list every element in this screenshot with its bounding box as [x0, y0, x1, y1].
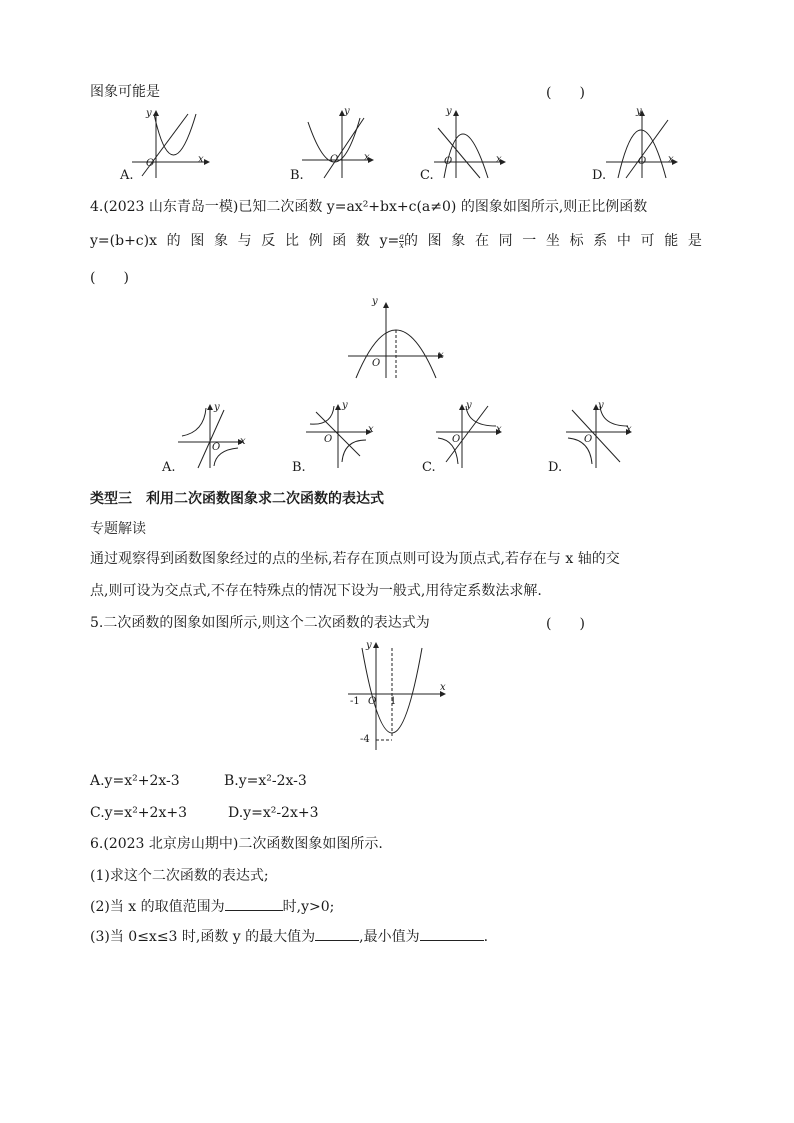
frac-den: x: [399, 240, 404, 250]
q4-d-o: O: [584, 434, 593, 445]
q3-option-c: C.: [420, 168, 434, 183]
q4-line2-word: 系: [593, 233, 608, 249]
q4-b-x: x: [368, 424, 374, 435]
q4-main-graph: [346, 294, 446, 380]
q6-blank-min[interactable]: [420, 926, 484, 941]
q3-b-x: x: [364, 152, 370, 163]
q3-d-o: O: [638, 156, 647, 167]
q4-option-b: B.: [292, 460, 306, 475]
q4-line2-word: 象: [451, 233, 466, 249]
q5-answer-paren: ( ): [546, 616, 585, 632]
q3-graph-b: [302, 108, 382, 180]
q5-y-label: y: [366, 640, 372, 651]
q4-main-x: x: [438, 350, 444, 361]
q4-line2-word: 图: [427, 233, 442, 249]
q4-line2-word: 是: [687, 233, 702, 249]
q5-neg4-label: -4: [360, 734, 370, 745]
q3-option-a: A.: [120, 168, 134, 183]
section-title: 类型三 利用二次函数图象求二次函数的表达式: [90, 491, 384, 507]
q3-graph-c: [434, 108, 514, 180]
q3-c-x: x: [496, 154, 502, 165]
q3-d-x: x: [668, 154, 674, 165]
q5-text: 5.二次函数的图象如图所示,则这个二次函数的表达式为: [90, 615, 430, 631]
q3-d-y: y: [636, 106, 642, 117]
q4-c-x: x: [496, 424, 502, 435]
q5-option-c[interactable]: C.y=x²+2x+3: [90, 805, 187, 821]
q4-inverse-function: y= $\frac{a}{x}$ 的: [379, 231, 418, 250]
q3-a-o: O: [146, 158, 155, 169]
q4-line2-word: 可: [640, 233, 655, 249]
q4-line2-word: 图: [190, 233, 205, 249]
q4-b-y: y: [342, 400, 348, 411]
q4-graph-a: [178, 402, 248, 470]
q4-a-y: y: [214, 402, 220, 413]
q3-option-d: D.: [592, 168, 607, 183]
q4-d-x: x: [626, 424, 632, 435]
q4-line2-word: 坐: [545, 233, 560, 249]
q4-line2-word: y=(b+c)x: [90, 233, 157, 249]
frac-num: a: [399, 231, 404, 241]
q4-option-c: C.: [422, 460, 436, 475]
q6-text: 6.(2023 北京房山期中)二次函数图象如图所示.: [90, 836, 383, 852]
q4-option-a: A.: [162, 460, 176, 475]
q4-line2-word: 反: [261, 233, 276, 249]
q4-line2-word: 比: [284, 233, 299, 249]
q4-graph-c: [436, 402, 506, 470]
q4-line2-word: 与: [237, 233, 252, 249]
q4-line2-word: 象: [213, 233, 228, 249]
q3-a-x: x: [198, 154, 204, 165]
q3-tail-text: 图象可能是: [90, 84, 160, 100]
q3-c-o: O: [444, 156, 453, 167]
q3-option-b: B.: [290, 168, 304, 183]
q3-graph-d: [606, 108, 686, 180]
q4-line2-word: 标: [569, 233, 584, 249]
q4-line2-word: 中: [616, 233, 631, 249]
q3-b-o: O: [330, 154, 339, 165]
q6-blank-max[interactable]: [315, 926, 359, 941]
q3-b-y: y: [344, 106, 350, 117]
section-desc-2: 点,则可设为交点式,不存在特殊点的情况下设为一般式,用待定系数法求解.: [90, 583, 542, 599]
q4-b-o: O: [324, 434, 333, 445]
q4-main-y: y: [372, 296, 378, 307]
q4-line2-word: 例: [308, 233, 323, 249]
q4-c-y: y: [466, 400, 472, 411]
q4-line2-word: 在: [474, 233, 489, 249]
q5-neg1-label: -1: [350, 696, 360, 707]
q4-answer-paren: ( ): [90, 270, 129, 286]
q4-a-o: O: [212, 442, 221, 453]
section-desc-1: 通过观察得到函数图象经过的点的坐标,若存在顶点则可设为顶点式,若存在与 x 轴的交: [90, 551, 620, 567]
q4-line-2: [90, 231, 702, 251]
q6-blank-range[interactable]: [225, 896, 283, 911]
q4-line2-word: 函: [332, 233, 347, 249]
q6-part-3: (3)当 0≤x≤3 时,函数 y 的最大值为 ,最小值为 .: [90, 926, 488, 947]
q4-line2-word: 数: [355, 233, 370, 249]
q4-line2-word: 同: [498, 233, 513, 249]
q4-line-1: 4.(2023 山东青岛一模)已知二次函数 y=ax²+bx+c(a≠0) 的图象如图所示,则正比例函数: [90, 199, 648, 215]
q4-c-o: O: [452, 434, 461, 445]
q6-part-1: (1)求这个二次函数的表达式;: [90, 868, 269, 884]
q5-option-b[interactable]: B.y=x²-2x-3: [224, 773, 307, 789]
q3-graph-a: [132, 108, 212, 180]
q5-one-label: 1: [390, 696, 397, 707]
q5-x-label: x: [440, 682, 446, 693]
q4-main-o: O: [372, 358, 381, 369]
q3-c-y: y: [446, 106, 452, 117]
q4-line2-word: 能: [664, 233, 679, 249]
q4-line2-word: 的: [166, 233, 181, 249]
q4-d-y: y: [598, 400, 604, 411]
q6-part-2: (2)当 x 的取值范围为 时,y>0;: [90, 896, 334, 917]
q5-option-a[interactable]: A.y=x²+2x-3: [90, 773, 180, 789]
section-subtitle: 专题解读: [90, 521, 146, 537]
q5-option-d[interactable]: D.y=x²-2x+3: [228, 805, 319, 821]
q4-graph-b: [306, 402, 376, 470]
q4-line2-word: 一: [522, 233, 537, 249]
q4-graph-d: [566, 402, 636, 470]
q3-a-y: y: [146, 108, 152, 119]
q3-answer-paren: ( ): [546, 85, 585, 101]
q4-a-x: x: [240, 436, 246, 447]
q4-option-d: D.: [548, 460, 563, 475]
q5-origin-label: O: [368, 696, 377, 707]
